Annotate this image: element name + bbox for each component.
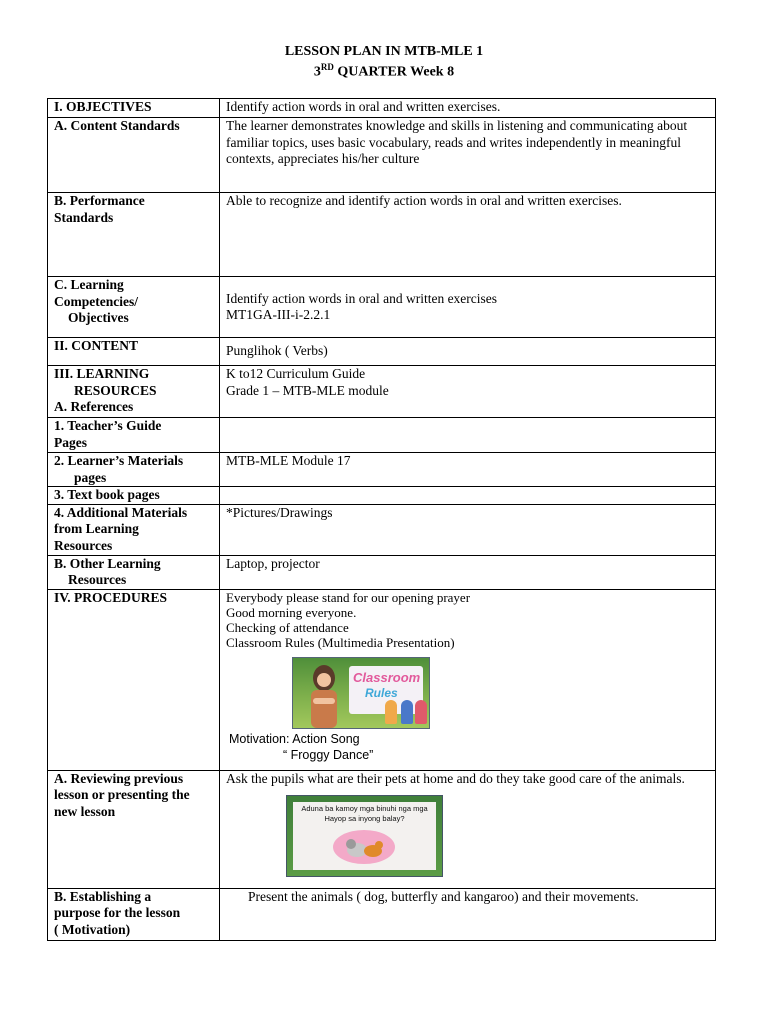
objectives-value: Identify action words in oral and written exercises.: [220, 99, 716, 118]
additional-materials-value: *Pictures/Drawings: [220, 504, 716, 555]
child-figure: [385, 700, 397, 724]
reviewing-label: A. Reviewing previous lesson or presenting the new lesson: [48, 770, 220, 888]
procedure-line: Everybody please stand for our opening prayer: [226, 589, 471, 605]
lesson-plan-title: LESSON PLAN IN MTB-MLE 1: [284, 44, 484, 59]
teachers-guide-label: 1. Teacher’s Guide Pages: [48, 418, 220, 453]
motivation-line: Motivation: Action Song: [229, 731, 360, 746]
establishing-value: Present the animals ( dog, butterfly and kangaroo) and their movements.: [220, 888, 716, 940]
row-learning-resources: [48, 366, 716, 418]
learning-competencies-value: Identify action words in oral and written exercises MT1GA-III-i-2.2.1: [220, 277, 716, 338]
song-title: “ Froggy Dance”: [283, 747, 374, 762]
additional-materials-label: 4. Additional Materials from Learning Resources: [48, 504, 220, 555]
child-figure: [415, 700, 427, 724]
row-additional-materials: [48, 504, 716, 555]
procedure-line: Checking of attendance: [226, 619, 349, 635]
teachers-guide-value: [220, 418, 716, 453]
row-content: [48, 338, 716, 366]
classroom-rules-image: [292, 657, 430, 729]
child-figure: [401, 700, 413, 724]
learning-resources-label: III. LEARNING RESOURCES A. References: [48, 366, 220, 418]
row-content-standards: [48, 118, 716, 193]
content-standards-value: The learner demonstrates knowledge and skills in listening and communicating about familiar topics, uses basic vocabulary, reads and writes independently in meaningful contexts, appreciates his/her culture: [220, 118, 716, 193]
rules-word: Rules: [365, 685, 398, 700]
performance-standards-label: B. Performance Standards: [48, 193, 220, 277]
pets-question-image: [286, 795, 443, 877]
question-text: Aduna ba kamoy mga binuhi nga mga Hayop sa inyong balay?: [301, 804, 428, 823]
content-value: Punglihok ( Verbs): [220, 338, 716, 366]
row-teachers-guide: [48, 418, 716, 453]
row-objectives: [48, 99, 716, 118]
row-establishing: [48, 888, 716, 940]
text-book-value: [220, 487, 716, 505]
procedure-line: Good morning everyone.: [226, 604, 357, 620]
reviewing-value: [220, 770, 716, 888]
pets-icon: [343, 834, 387, 860]
procedures-value: [220, 589, 716, 770]
content-label: II. CONTENT: [48, 338, 220, 366]
other-resources-value: Laptop, projector: [220, 555, 716, 589]
content-standards-label: A. Content Standards: [48, 118, 220, 193]
performance-standards-value: Able to recognize and identify action words in oral and written exercises.: [220, 193, 716, 277]
text-book-label: 3. Text book pages: [48, 487, 220, 505]
learners-materials-label: 2. Learner’s Materials pages: [48, 453, 220, 487]
learning-competencies-label: C. Learning Competencies/ Objectives: [48, 277, 220, 338]
other-resources-label: B. Other Learning Resources: [48, 555, 220, 589]
learners-materials-value: MTB-MLE Module 17: [220, 453, 716, 487]
establishing-label: B. Establishing a purpose for the lesson ( Motivation): [48, 888, 220, 940]
row-performance-standards: [48, 193, 716, 277]
quarter-week-title: 3RD QUARTER Week 8: [313, 62, 455, 80]
lesson-plan-table: [47, 98, 716, 941]
learning-resources-value: K to12 Curriculum Guide Grade 1 – MTB-MLE module: [220, 366, 716, 418]
reviewing-text: Ask the pupils what are their pets at home and do they take good care of the animals.: [226, 770, 685, 786]
row-procedures: [48, 589, 716, 770]
row-text-book: [48, 487, 716, 505]
row-learners-materials: [48, 453, 716, 487]
procedure-line: Classroom Rules (Multimedia Presentation): [226, 634, 455, 650]
teacher-illustration: [305, 664, 343, 728]
row-learning-competencies: [48, 277, 716, 338]
row-reviewing: [48, 770, 716, 888]
classroom-word: Classroom: [353, 669, 421, 685]
procedures-label: IV. PROCEDURES: [48, 589, 220, 770]
objectives-label: I. OBJECTIVES: [48, 99, 220, 118]
row-other-resources: [48, 555, 716, 589]
